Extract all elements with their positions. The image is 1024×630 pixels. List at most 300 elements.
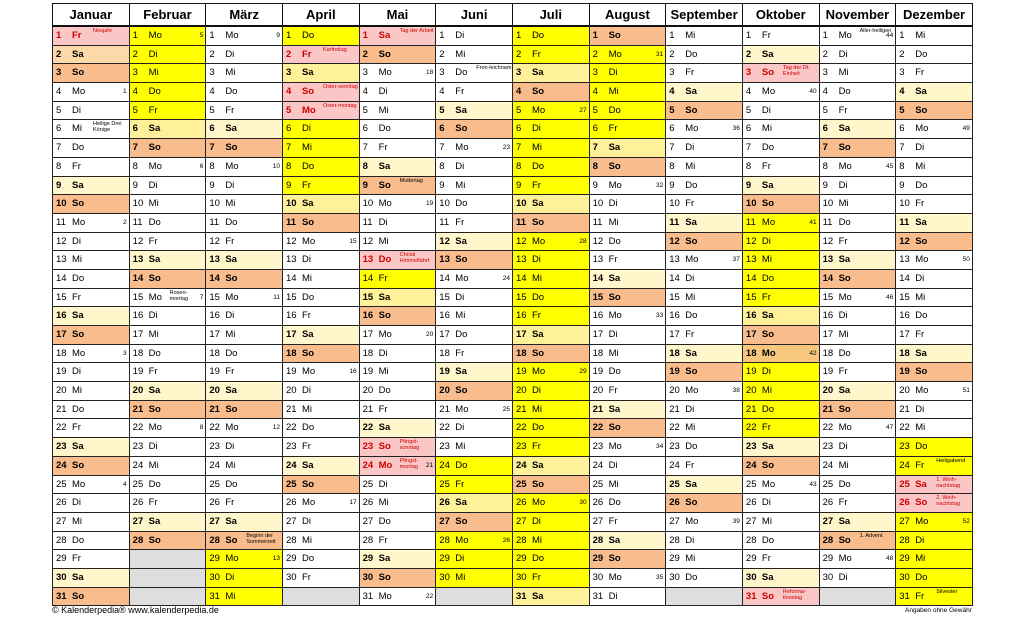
day-cell <box>742 83 819 102</box>
weekday-label: Mo <box>72 216 86 228</box>
day-cell <box>53 587 130 606</box>
day-number: 9 <box>362 179 368 191</box>
weekday-label: Mi <box>301 534 312 546</box>
weekday-label: Mo <box>225 291 239 303</box>
day-cell <box>206 269 283 288</box>
day-number: 19 <box>209 366 220 378</box>
day-cell <box>589 400 666 419</box>
week-number: 24 <box>502 274 510 282</box>
day-number: 17 <box>592 329 604 340</box>
day-cell <box>282 157 359 176</box>
day-number: 23 <box>362 441 374 453</box>
day-number: 6 <box>669 123 675 135</box>
day-cell <box>589 139 666 158</box>
day-number: 4 <box>899 86 905 98</box>
day-cell <box>129 568 206 587</box>
weekday-label: Do <box>838 86 851 98</box>
weekday-label: So <box>455 515 468 527</box>
day-number: 25 <box>132 478 144 490</box>
day-number: 31 <box>209 590 220 602</box>
day-cell <box>53 120 130 139</box>
weekday-label: Do <box>915 48 928 60</box>
day-cell <box>896 363 973 382</box>
day-number: 24 <box>515 459 527 471</box>
day-number: 7 <box>362 142 368 154</box>
day-number: 7 <box>669 142 675 154</box>
day-number: 5 <box>362 104 368 116</box>
day-cell <box>512 120 589 139</box>
weekday-label: So <box>915 497 928 509</box>
day-cell <box>666 232 743 251</box>
day-cell <box>742 475 819 494</box>
day-cell <box>589 307 666 326</box>
day-cell <box>819 213 896 232</box>
day-cell <box>742 400 819 419</box>
day-row <box>53 438 973 457</box>
week-number: 40 <box>809 88 817 96</box>
weekday-label: Di <box>761 104 771 116</box>
day-number: 4 <box>132 86 138 98</box>
weekday-label: Di <box>915 142 925 154</box>
weekday-label: Di <box>608 67 618 79</box>
day-cell <box>53 269 130 288</box>
day-number: 27 <box>745 515 757 527</box>
day-cell <box>129 363 206 382</box>
weekday-label: Di <box>378 216 388 228</box>
weekday-label: So <box>148 534 161 546</box>
day-cell <box>53 475 130 494</box>
day-row <box>53 232 973 251</box>
week-number: 44 <box>885 32 894 39</box>
day-number: 23 <box>899 441 910 453</box>
weekday-label: Mi <box>148 329 159 340</box>
weekday-label: Mo <box>225 160 239 172</box>
weekday-label: Fr <box>761 553 771 565</box>
day-cell <box>129 307 206 326</box>
day-number: 31 <box>745 590 757 602</box>
week-number: 48 <box>885 555 894 563</box>
day-cell <box>282 232 359 251</box>
day-number: 25 <box>362 478 374 490</box>
weekday-label: Sa <box>915 478 927 490</box>
day-cell <box>666 139 743 158</box>
day-cell <box>359 139 436 158</box>
week-number: 33 <box>656 312 664 320</box>
day-cell <box>206 531 283 550</box>
weekday-label: Do <box>531 291 545 303</box>
day-number: 2 <box>745 48 752 60</box>
day-number: 21 <box>439 403 450 415</box>
day-number: 3 <box>132 67 138 79</box>
weekday-label: Do <box>301 422 315 434</box>
day-cell <box>666 120 743 139</box>
day-number: 5 <box>822 104 828 116</box>
day-number: 30 <box>515 571 527 583</box>
day-row <box>53 475 973 494</box>
day-number: 14 <box>362 272 374 284</box>
day-number: 21 <box>822 403 834 415</box>
day-cell <box>742 45 819 64</box>
weekday-label: Mo <box>915 515 929 527</box>
calendar-body <box>53 26 973 606</box>
day-cell <box>742 26 819 45</box>
holiday-note: Fron-leichnam <box>476 65 512 72</box>
day-number: 15 <box>899 291 910 303</box>
weekday-label: Do <box>761 272 775 284</box>
day-cell <box>742 512 819 531</box>
day-number: 19 <box>56 366 67 378</box>
day-cell <box>206 83 283 102</box>
day-cell <box>359 269 436 288</box>
day-row <box>53 494 973 513</box>
weekday-label: Mi <box>838 459 849 471</box>
weekday-label: Mi <box>455 48 466 60</box>
day-number: 18 <box>439 347 450 359</box>
day-number: 17 <box>285 329 297 340</box>
day-number: 27 <box>592 515 604 527</box>
day-cell <box>742 139 819 158</box>
day-cell <box>742 363 819 382</box>
weekday-label: Sa <box>378 422 391 434</box>
month-header-4: Mai <box>359 4 436 27</box>
day-number: 11 <box>745 216 756 228</box>
day-cell <box>666 363 743 382</box>
holiday-note: Karfreitag <box>322 46 347 53</box>
weekday-label: Fr <box>455 216 465 228</box>
day-number: 27 <box>515 515 527 527</box>
day-number: 14 <box>515 272 527 284</box>
weekday-label: Mo <box>378 198 392 210</box>
day-cell <box>282 269 359 288</box>
weekday-label: Do <box>301 553 315 565</box>
weekday-label: Sa <box>838 385 851 397</box>
weekday-label: Mi <box>685 291 696 303</box>
holiday-note: 1. Weih-nachtstag <box>936 476 961 489</box>
weekday-label: Di <box>761 235 771 247</box>
day-cell <box>896 26 973 45</box>
weekday-label: So <box>838 534 851 546</box>
day-cell <box>282 288 359 307</box>
weekday-label: Sa <box>72 571 84 583</box>
day-number: 14 <box>285 272 297 284</box>
day-number: 11 <box>209 216 220 228</box>
day-number: 28 <box>515 534 527 546</box>
holiday-note: Pfingst-montag <box>399 457 419 470</box>
day-cell <box>53 456 130 475</box>
day-number: 17 <box>56 329 67 340</box>
weekday-label: Mi <box>225 459 236 471</box>
weekday-label: So <box>378 571 391 583</box>
day-number: 2 <box>209 48 215 60</box>
day-cell <box>436 400 513 419</box>
day-number: 24 <box>209 459 220 471</box>
week-number: 50 <box>962 256 970 264</box>
day-cell <box>666 419 743 438</box>
day-cell <box>819 587 896 606</box>
day-number: 28 <box>899 534 910 546</box>
day-number: 8 <box>899 160 905 172</box>
weekday-label: Mo <box>72 86 86 98</box>
day-cell <box>359 419 436 438</box>
day-cell <box>512 45 589 64</box>
weekday-label: Fr <box>608 515 618 527</box>
day-cell <box>282 213 359 232</box>
day-number: 24 <box>285 459 297 471</box>
weekday-label: Sa <box>301 67 314 79</box>
day-number: 3 <box>56 67 62 79</box>
holiday-note: 2. Weih-nachtstag <box>936 495 961 508</box>
weekday-label: Do <box>915 179 928 191</box>
weekday-label: So <box>608 160 621 172</box>
day-cell <box>206 512 283 531</box>
holiday-note: Heilige Drei Könige <box>93 121 122 134</box>
day-number: 4 <box>669 86 675 98</box>
week-number: 51 <box>962 387 970 395</box>
weekday-label: Sa <box>225 515 237 527</box>
day-cell <box>436 213 513 232</box>
day-number: 12 <box>669 235 680 247</box>
day-number: 29 <box>899 553 910 565</box>
weekday-label: Mo <box>225 422 239 434</box>
day-cell <box>282 512 359 531</box>
day-cell <box>359 232 436 251</box>
day-number: 8 <box>362 160 368 172</box>
day-cell <box>819 83 896 102</box>
weekday-label: Sa <box>378 553 391 565</box>
weekday-label: Mo <box>838 291 852 303</box>
week-number: 16 <box>349 368 357 376</box>
day-cell <box>666 45 743 64</box>
day-number: 8 <box>132 160 138 172</box>
day-cell <box>589 288 666 307</box>
day-number: 14 <box>592 272 604 284</box>
day-cell <box>436 195 513 214</box>
day-cell <box>359 382 436 401</box>
day-number: 12 <box>515 235 527 247</box>
weekday-label: Do <box>301 160 315 172</box>
day-number: 28 <box>669 534 680 546</box>
day-number: 9 <box>515 179 522 191</box>
weekday-label: Fr <box>455 478 465 490</box>
day-cell <box>742 438 819 457</box>
day-cell <box>742 344 819 363</box>
weekday-label: Mi <box>531 534 542 546</box>
day-number: 18 <box>745 347 757 359</box>
day-number: 27 <box>669 515 680 527</box>
weekday-label: Mo <box>378 459 393 471</box>
weekday-label: Fr <box>531 179 541 191</box>
day-row <box>53 382 973 401</box>
day-number: 9 <box>899 179 905 191</box>
day-cell <box>819 251 896 270</box>
day-cell <box>896 512 973 531</box>
day-number: 23 <box>285 441 297 453</box>
day-number: 21 <box>209 403 220 415</box>
day-number: 25 <box>439 478 450 490</box>
weekday-label: Fr <box>225 366 235 378</box>
weekday-label: Mi <box>838 329 849 340</box>
day-number: 2 <box>515 48 522 60</box>
weekday-label: Fr <box>838 497 848 509</box>
day-cell <box>512 475 589 494</box>
weekday-label: Fr <box>301 571 311 583</box>
day-cell <box>436 83 513 102</box>
day-number: 5 <box>745 104 752 116</box>
weekday-label: So <box>225 403 238 415</box>
day-cell <box>896 269 973 288</box>
day-number: 26 <box>669 497 680 509</box>
weekday-label: Do <box>761 142 775 154</box>
day-number: 19 <box>592 366 604 378</box>
day-number: 3 <box>285 67 292 79</box>
day-cell <box>436 288 513 307</box>
day-number: 12 <box>56 235 67 247</box>
week-number: 10 <box>272 162 280 170</box>
weekday-label: Di <box>148 310 158 322</box>
day-cell <box>589 550 666 569</box>
weekday-label: Fr <box>838 235 848 247</box>
day-number: 19 <box>899 366 910 378</box>
day-number: 11 <box>56 216 66 228</box>
day-cell <box>512 531 589 550</box>
day-number: 26 <box>745 497 757 509</box>
day-cell <box>206 568 283 587</box>
day-cell <box>666 26 743 45</box>
day-cell <box>589 475 666 494</box>
day-row <box>53 26 973 45</box>
day-cell <box>512 176 589 195</box>
day-cell <box>282 456 359 475</box>
weekday-label: Sa <box>148 515 161 527</box>
weekday-label: Mi <box>838 67 849 79</box>
day-number: 5 <box>132 104 138 116</box>
day-number: 27 <box>56 515 67 527</box>
day-cell <box>206 232 283 251</box>
day-cell <box>53 307 130 326</box>
day-cell <box>129 83 206 102</box>
weekday-label: Mo <box>455 142 469 154</box>
day-number: 20 <box>515 385 527 397</box>
day-cell <box>129 587 206 606</box>
weekday-label: Mi <box>915 422 926 434</box>
weekday-label: Mi <box>455 441 466 453</box>
day-number: 12 <box>592 235 604 247</box>
day-cell <box>282 139 359 158</box>
weekday-label: Mi <box>608 216 619 228</box>
day-cell <box>436 251 513 270</box>
week-number: 35 <box>656 573 664 581</box>
weekday-label: Mi <box>225 329 236 340</box>
weekday-label: Fr <box>301 441 311 453</box>
day-cell <box>819 475 896 494</box>
day-number: 6 <box>132 123 138 135</box>
weekday-label: Di <box>838 571 848 583</box>
day-cell <box>359 438 436 457</box>
day-cell <box>742 550 819 569</box>
day-number: 13 <box>56 254 67 266</box>
weekday-label: Fr <box>608 254 618 266</box>
day-cell <box>53 550 130 569</box>
weekday-label: Mo <box>301 104 316 116</box>
weekday-label: Di <box>838 48 848 60</box>
day-number: 28 <box>209 534 220 546</box>
day-number: 25 <box>899 478 910 490</box>
weekday-label: Mi <box>455 571 466 583</box>
day-number: 12 <box>209 235 220 247</box>
day-cell <box>282 494 359 513</box>
day-number: 20 <box>132 385 144 397</box>
weekday-label: Sa <box>685 478 697 490</box>
day-number: 16 <box>822 310 834 322</box>
weekday-label: Do <box>531 160 545 172</box>
weekday-label: So <box>838 403 851 415</box>
day-row <box>53 45 973 64</box>
day-number: 7 <box>439 142 445 154</box>
day-cell <box>359 568 436 587</box>
weekday-label: Mi <box>72 385 83 397</box>
weekday-label: Fr <box>531 48 541 60</box>
day-cell <box>742 382 819 401</box>
day-cell <box>666 344 743 363</box>
day-cell <box>742 531 819 550</box>
month-header-6: Juli <box>512 4 589 27</box>
day-number: 29 <box>362 553 374 565</box>
weekday-label: Di <box>455 422 465 434</box>
weekday-label: Do <box>455 67 468 79</box>
day-cell <box>436 176 513 195</box>
day-cell <box>359 288 436 307</box>
day-number: 28 <box>822 534 834 546</box>
day-cell <box>129 101 206 120</box>
week-number: 28 <box>579 237 587 245</box>
weekday-label: So <box>72 590 85 602</box>
day-number: 3 <box>745 67 752 79</box>
day-number: 11 <box>822 216 833 228</box>
day-cell <box>129 176 206 195</box>
day-cell <box>436 587 513 606</box>
month-header-9: Oktober <box>742 4 819 27</box>
weekday-label: Fr <box>378 142 388 154</box>
weekday-label: Sa <box>455 235 467 247</box>
day-number: 18 <box>515 347 527 359</box>
weekday-label: Mo <box>685 385 699 397</box>
weekday-label: Di <box>148 179 158 191</box>
day-number: 10 <box>669 198 680 210</box>
day-cell <box>896 326 973 345</box>
day-number: 25 <box>515 478 527 490</box>
weekday-label: Mo <box>455 272 469 284</box>
week-number: 43 <box>809 480 817 488</box>
day-number: 22 <box>515 422 527 434</box>
weekday-label: Fr <box>225 104 235 116</box>
day-cell <box>589 382 666 401</box>
day-number: 20 <box>439 385 450 397</box>
day-cell <box>53 157 130 176</box>
day-cell <box>512 251 589 270</box>
day-number: 30 <box>745 571 757 583</box>
day-number: 5 <box>515 104 522 116</box>
week-number: 3 <box>123 349 127 357</box>
day-number: 7 <box>515 142 522 154</box>
day-number: 6 <box>515 123 522 135</box>
weekday-label: Mo <box>72 347 86 359</box>
day-number: 26 <box>822 497 834 509</box>
day-number: 23 <box>439 441 450 453</box>
weekday-label: So <box>455 254 468 266</box>
day-number: 27 <box>132 515 144 527</box>
day-cell <box>589 568 666 587</box>
weekday-label: Fr <box>148 235 158 247</box>
